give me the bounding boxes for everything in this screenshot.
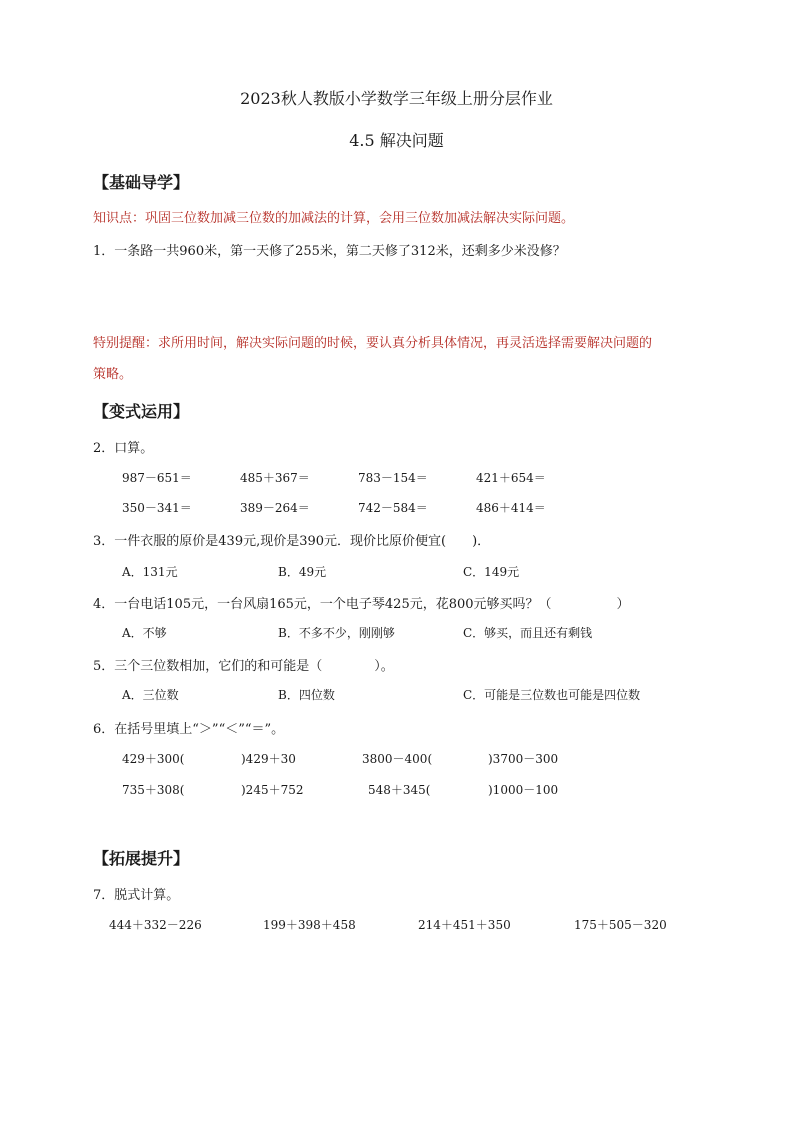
question-1: 1．一条路一共960米，第一天修了255米，第二天修了312米，还剩多少米没修？ (93, 244, 566, 259)
option-b: B．四位数 (278, 688, 335, 702)
tip-line-2: 策略。 (93, 367, 133, 382)
option-b: B．49元 (278, 565, 327, 579)
calc-item: 742－584＝ (358, 501, 428, 515)
calc-item: 783－154＝ (358, 471, 428, 485)
question-7-stem: 7．脱式计算。 (93, 888, 180, 903)
compare-right: )1000－100 (488, 783, 559, 797)
question-2-stem: 2．口算。 (93, 441, 154, 456)
knowledge-point: 知识点：巩固三位数加减三位数的加减法的计算，会用三位数加减法解决实际问题。 (93, 211, 575, 226)
option-a: A．不够 (122, 626, 167, 640)
compare-left: 429＋300( (122, 752, 185, 766)
option-a: A．131元 (122, 565, 178, 579)
page-subtitle: 4.5 解决问题 (349, 131, 444, 150)
compare-left: 735＋308( (122, 783, 185, 797)
compare-left: 548＋345( (368, 783, 431, 797)
compare-right: )3700－300 (488, 752, 559, 766)
option-b: B．不多不少，刚刚够 (278, 626, 395, 640)
expression-item: 214＋451＋350 (418, 918, 511, 932)
expression-item: 444＋332－226 (109, 918, 202, 932)
compare-right: )429＋30 (241, 752, 296, 766)
tip-line-1: 特别提醒：求所用时间，解决实际问题的时候，要认真分析具体情况，再灵活选择需要解决问题的 (93, 336, 653, 351)
question-5-stem: 5．三个三位数相加，它们的和可能是（ ）。 (93, 659, 394, 674)
expression-item: 175＋505－320 (574, 918, 667, 932)
section-heading-extend: 【拓展提升】 (93, 849, 190, 868)
compare-left: 3800－400( (362, 752, 433, 766)
option-a: A．三位数 (122, 688, 179, 702)
option-c: C．够买，而且还有剩钱 (463, 626, 593, 640)
compare-right: )245＋752 (241, 783, 304, 797)
page-title: 2023秋人教版小学数学三年级上册分层作业 (240, 89, 553, 108)
option-c: C．可能是三位数也可能是四位数 (463, 688, 641, 702)
calc-item: 485＋367＝ (240, 471, 310, 485)
question-6-stem: 6．在括号里填上“＞”“＜”“＝”。 (93, 722, 285, 737)
question-3-stem: 3．一件衣服的原价是439元,现价是390元．现价比原价便宜( )． (93, 534, 491, 549)
calc-item: 421＋654＝ (476, 471, 546, 485)
expression-item: 199＋398＋458 (263, 918, 356, 932)
option-c: C．149元 (463, 565, 520, 579)
calc-item: 350－341＝ (122, 501, 192, 515)
calc-item: 987－651＝ (122, 471, 192, 485)
calc-item: 389－264＝ (240, 501, 310, 515)
question-4-stem: 4．一台电话105元，一台风扇165元，一个电子琴425元，花800元够买吗？（ ） (93, 597, 630, 612)
section-heading-variant: 【变式运用】 (93, 402, 190, 421)
calc-item: 486＋414＝ (476, 501, 546, 515)
section-heading-basic: 【基础导学】 (93, 173, 190, 192)
